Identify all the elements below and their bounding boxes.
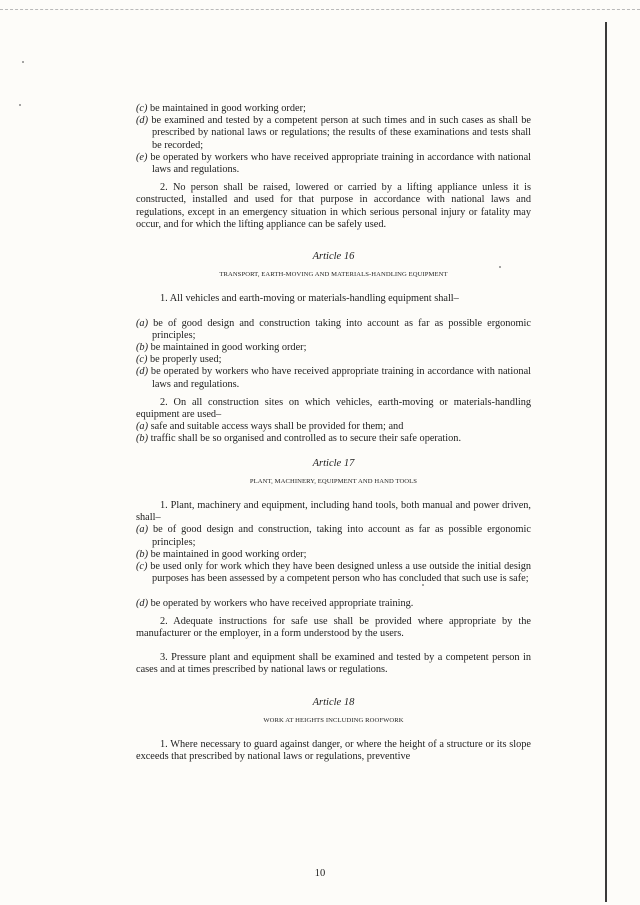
paragraph: 1. All vehicles and earth-moving or materials-handling equipment shall–	[160, 293, 459, 305]
article-heading: WORK AT HEIGHTS INCLUDING ROOFWORK	[263, 716, 404, 724]
article-title: Article 18	[312, 696, 355, 708]
article-heading: TRANSPORT, EARTH-MOVING AND MATERIALS-HANDLING EQUIPMENT	[219, 271, 448, 279]
scan-edge-right	[605, 22, 607, 902]
scan-speck	[19, 104, 21, 106]
list-item: (a) be of good design and construction, taking into account as far as possible ergonomic principles;	[136, 524, 531, 548]
list-item: (a) safe and suitable access ways shall be provided for them; and	[136, 421, 404, 433]
list-item: (e) be operated by workers who have received appropriate training in accordance with national laws and regulations.	[136, 151, 532, 176]
scan-speck	[22, 61, 24, 63]
list-item: (c) be used only for work which they have been designed unless a use outside the initial design purposes has been assessed by a competent person who has concluded that such use is safe;	[136, 561, 531, 585]
list-item: (c) be properly used;	[136, 354, 222, 366]
paragraph: 2. Adequate instructions for safe use shall be provided where appropriate by the manufacturer or the employer, in a form understood by the users.	[136, 615, 531, 639]
list-item: (d) be operated by workers who have received appropriate training.	[136, 597, 414, 609]
article-title: Article 16	[312, 251, 355, 263]
list-item: (d) be operated by workers who have received appropriate training in accordance with national laws and regulations.	[136, 366, 532, 390]
article-heading: PLANT, MACHINERY, EQUIPMENT AND HAND TOOLS	[249, 477, 418, 485]
paragraph: 1. Plant, machinery and equipment, including hand tools, both manual and power driven, shall–	[136, 500, 531, 524]
paragraph: 2. No person shall be raised, lowered or carried by a lifting appliance unless it is constructed, installed and used for that purpose in accordance with national laws and regulations, except in an emergency situation in which serious personal injury or fatality may occur, and for which the lifting appliance can be safely used.	[136, 182, 531, 230]
paragraph: 1. Where necessary to guard against danger, or where the height of a structure or its slope exceeds that prescribed by national laws or regulations, preventive	[136, 738, 531, 763]
list-item: (b) be maintained in good working order;	[136, 342, 307, 354]
list-item: (d) be examined and tested by a competent person at such times and in such cases as shall be prescribed by national laws or regulations; the results of these examinations and tests shall be recorded;	[136, 115, 531, 151]
paragraph: 3. Pressure plant and equipment shall be examined and tested by a competent person in cases and at times prescribed by national laws or regulations.	[136, 652, 531, 676]
article-title: Article 17	[312, 457, 355, 469]
paragraph: 2. On all construction sites on which vehicles, earth-moving or materials-handling equipment are used–	[136, 396, 531, 421]
scan-edge-top	[0, 9, 640, 10]
list-item: (b) be maintained in good working order;	[136, 548, 307, 560]
document-body	[136, 103, 531, 763]
list-item: (c) be maintained in good working order;	[136, 103, 306, 114]
list-item: (a) be of good design and construction taking into account as far as possible ergonomic principles;	[136, 317, 531, 341]
page-number: 10	[314, 868, 326, 879]
list-item: (b) traffic shall be so organised and controlled as to secure their safe operation.	[136, 433, 462, 445]
